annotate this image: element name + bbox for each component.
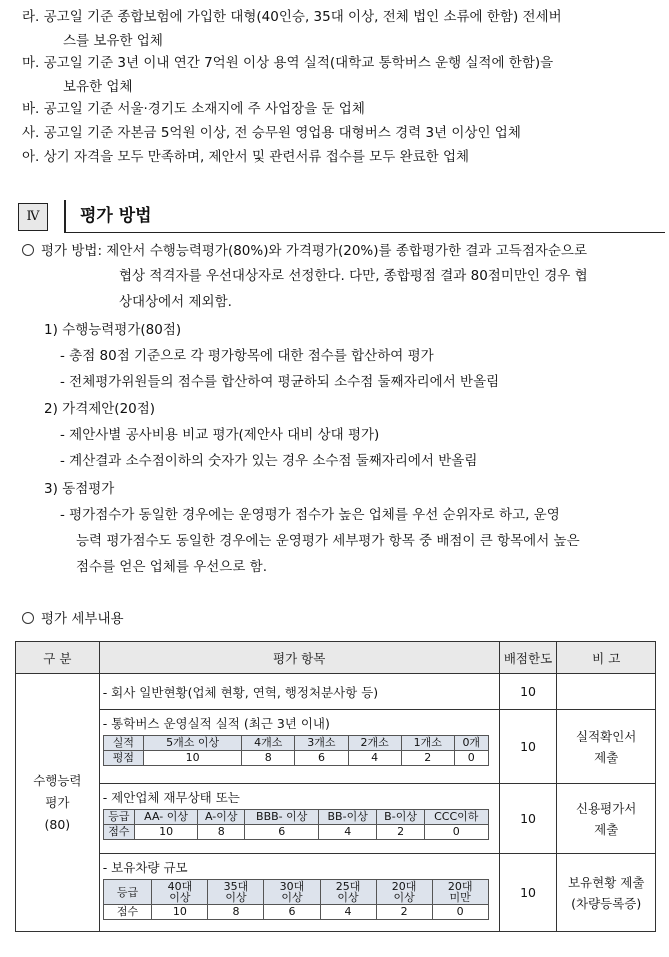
qualification-marker: 마. bbox=[22, 55, 40, 71]
subtable-cell: A-이상 bbox=[198, 810, 245, 825]
evaluation-table bbox=[15, 641, 656, 932]
subtable-cell: B-이상 bbox=[377, 810, 425, 825]
category-line-2: 평가 bbox=[45, 794, 70, 810]
criteria-1-title: 1) 수행능력평가(80점) bbox=[44, 322, 182, 338]
subtable-cell: 10 bbox=[144, 751, 242, 766]
subtable-cell: 0개 bbox=[454, 736, 488, 751]
item-cell bbox=[99, 854, 499, 932]
section-number-box: Ⅳ bbox=[18, 203, 48, 231]
credit-rating-subtable bbox=[103, 809, 489, 840]
header-items: 평가 항목 bbox=[99, 642, 499, 674]
score-cell: 10 bbox=[499, 710, 557, 784]
remark-cell bbox=[557, 854, 656, 932]
criteria-3-bullet-1-cont: 능력 평가점수도 동일한 경우에는 운영평가 세부평가 항목 중 배점이 큰 항목에서 높은 bbox=[76, 533, 580, 549]
qualification-e-continued: 보유한 업체 bbox=[63, 79, 133, 95]
criteria-2-bullet-1: - 제안사별 공사비용 비교 평가(제안사 대비 상대 평가) bbox=[60, 427, 380, 443]
head-top: 20대 bbox=[391, 880, 417, 893]
head-top: 25대 bbox=[335, 880, 361, 893]
subtable-cell: 6 bbox=[295, 751, 348, 766]
remark-line-1: 실적확인서 bbox=[576, 728, 637, 744]
subtable-head-row bbox=[103, 880, 488, 905]
remark-line-1: 신용평가서 bbox=[576, 800, 637, 816]
subtable-cell: 2개소 bbox=[348, 736, 401, 751]
head-bottom: 이상 bbox=[225, 891, 247, 904]
item-title: - 제안업체 재무상태 또는 bbox=[102, 790, 240, 805]
subtable-cell: 등급 bbox=[103, 810, 134, 825]
qualification-h bbox=[22, 147, 469, 167]
qualification-marker: 라. bbox=[22, 9, 40, 25]
remark-line-2: 제출 bbox=[594, 821, 619, 837]
method-line-3: 상대상에서 제외함. bbox=[119, 294, 232, 310]
category-line-3: (80) bbox=[44, 816, 71, 832]
subtable-cell: 0 bbox=[424, 825, 488, 840]
score-cell: 10 bbox=[499, 674, 557, 710]
vehicle-count-subtable bbox=[103, 879, 489, 920]
qualification-text: 공고일 기준 종합보험에 가입한 대형(40인승, 35대 이상, 전체 법인 소류에 한함) 전세버 bbox=[43, 9, 562, 25]
subtable-cell: 4개소 bbox=[242, 736, 295, 751]
detail-heading bbox=[22, 609, 124, 629]
item-title: - 보유차량 규모 bbox=[102, 860, 188, 875]
remark-cell bbox=[557, 784, 656, 854]
qualification-g bbox=[22, 123, 521, 143]
subtable-body-row bbox=[103, 905, 488, 920]
subtable-cell: 등급 bbox=[103, 880, 152, 905]
subtable-cell: 2 bbox=[377, 825, 425, 840]
subtable-cell: 실적 bbox=[103, 736, 143, 751]
detail-heading-text: 평가 세부내용 bbox=[41, 611, 124, 627]
qualification-text: 공고일 기준 3년 이내 연간 7억원 이상 용역 실적(대학교 통학버스 운행 실적에 한함)을 bbox=[43, 55, 554, 71]
head-bottom: 이상 bbox=[281, 891, 303, 904]
qualification-marker: 바. bbox=[22, 101, 40, 117]
section-title: 평가 방법 bbox=[80, 206, 152, 226]
subtable-cell: 평점 bbox=[103, 751, 143, 766]
head-top: 20대 bbox=[447, 880, 473, 893]
subtable-cell: 8 bbox=[242, 751, 295, 766]
qualification-d-continued: 스를 보유한 업체 bbox=[63, 33, 163, 49]
subtable-cell: 4 bbox=[319, 825, 377, 840]
subtable-cell: 점수 bbox=[103, 905, 152, 920]
subtable-cell bbox=[208, 880, 264, 905]
score-cell: 10 bbox=[499, 784, 557, 854]
subtable-cell bbox=[152, 880, 208, 905]
category-line-1: 수행능력 bbox=[33, 772, 82, 788]
qualification-text: 공고일 기준 서울·경기도 소재지에 주 사업장을 둔 업체 bbox=[43, 101, 365, 117]
subtable-cell bbox=[320, 880, 376, 905]
score-cell: 10 bbox=[499, 854, 557, 932]
criteria-1-bullet-2: - 전체평가위원들의 점수를 합산하여 평균하되 소수점 둘째자리에서 반올림 bbox=[60, 374, 500, 390]
subtable-cell: 1개소 bbox=[401, 736, 454, 751]
subtable-cell: 4 bbox=[320, 905, 376, 920]
subtable-cell: 6 bbox=[264, 905, 320, 920]
table-row bbox=[16, 854, 656, 932]
qualification-marker: 사. bbox=[22, 125, 40, 141]
header-division: 구 분 bbox=[16, 642, 100, 674]
table-row bbox=[16, 784, 656, 854]
subtable-cell: 점수 bbox=[103, 825, 134, 840]
subtable-cell: 10 bbox=[135, 825, 198, 840]
criteria-3-bullet-1: - 평가점수가 동일한 경우에는 운영평가 점수가 높은 업체를 우선 순위자로 하고, 운영 bbox=[60, 507, 560, 523]
circle-bullet-icon bbox=[22, 244, 34, 256]
header-remarks: 비 고 bbox=[557, 642, 656, 674]
subtable-cell: 0 bbox=[454, 751, 488, 766]
head-bottom: 이상 bbox=[169, 891, 191, 904]
track-record-subtable bbox=[103, 735, 489, 766]
subtable-cell: 2 bbox=[401, 751, 454, 766]
item-cell bbox=[99, 710, 499, 784]
qualification-text: 상기 자격을 모두 만족하며, 제안서 및 관련서류 접수를 모두 완료한 업체 bbox=[43, 149, 470, 165]
criteria-1-bullet-1: - 총점 80점 기준으로 각 평가항목에 대한 점수를 합산하여 평가 bbox=[60, 348, 434, 364]
item-cell bbox=[99, 784, 499, 854]
qualification-f bbox=[22, 99, 365, 119]
subtable-cell: CCC이하 bbox=[424, 810, 488, 825]
header-max-score: 배점한도 bbox=[499, 642, 557, 674]
criteria-2-title: 2) 가격제안(20점) bbox=[44, 401, 156, 417]
head-bottom: 이상 bbox=[393, 891, 415, 904]
subtable-body-row bbox=[103, 825, 488, 840]
head-bottom: 미만 bbox=[449, 891, 471, 904]
remark-line-2: (차량등록증) bbox=[571, 895, 642, 911]
qualification-text: 공고일 기준 자본금 5억원 이상, 전 승무원 영업용 대형버스 경력 3년 이상인 업체 bbox=[43, 125, 521, 141]
criteria-3-bullet-1-cont-2: 점수를 얻은 업체를 우선으로 함. bbox=[76, 559, 267, 575]
subtable-cell: 3개소 bbox=[295, 736, 348, 751]
remark-line-2: 제출 bbox=[594, 749, 619, 765]
qualification-marker: 아. bbox=[22, 149, 40, 165]
subtable-cell: 8 bbox=[208, 905, 264, 920]
subtable-cell bbox=[432, 880, 488, 905]
subtable-cell: BB-이상 bbox=[319, 810, 377, 825]
section-divider bbox=[64, 200, 66, 233]
criteria-3-title: 3) 동점평가 bbox=[44, 481, 115, 497]
circle-bullet-icon bbox=[22, 612, 34, 624]
subtable-cell: AA- 이상 bbox=[135, 810, 198, 825]
subtable-cell: 6 bbox=[245, 825, 319, 840]
method-line-2: 협상 적격자를 우선대상자로 선정한다. 다만, 종합평점 결과 80점미만인 경우 협 bbox=[119, 268, 588, 284]
subtable-cell bbox=[264, 880, 320, 905]
qualification-d bbox=[22, 7, 562, 27]
subtable-head-row bbox=[103, 810, 488, 825]
table-row bbox=[16, 710, 656, 784]
head-top: 35대 bbox=[223, 880, 249, 893]
subtable-cell: 0 bbox=[432, 905, 488, 920]
category-cell bbox=[16, 674, 100, 932]
head-top: 40대 bbox=[167, 880, 193, 893]
subtable-cell: 10 bbox=[152, 905, 208, 920]
subtable-cell: 4 bbox=[348, 751, 401, 766]
subtable-cell: 2 bbox=[376, 905, 432, 920]
subtable-cell: 5개소 이상 bbox=[144, 736, 242, 751]
subtable-head-row bbox=[103, 736, 488, 751]
qualification-e bbox=[22, 53, 553, 73]
method-paragraph bbox=[22, 241, 587, 261]
item-title: - 통학버스 운영실적 실적 (최근 3년 이내) bbox=[102, 716, 330, 731]
subtable-cell bbox=[376, 880, 432, 905]
remark-cell bbox=[557, 710, 656, 784]
remark-line-1: 보유현황 제출 bbox=[567, 874, 645, 890]
subtable-cell: 8 bbox=[198, 825, 245, 840]
method-line-1: 평가 방법: 제안서 수행능력평가(80%)와 가격평가(20%)를 종합평가한 결과 고득점자순으로 bbox=[41, 243, 588, 259]
head-top: 30대 bbox=[279, 880, 305, 893]
item-cell bbox=[99, 674, 499, 710]
remark-cell bbox=[557, 674, 656, 710]
table-header-row bbox=[16, 642, 656, 674]
criteria-2-bullet-2: - 계산결과 소수점이하의 숫자가 있는 경우 소수점 둘째자리에서 반올림 bbox=[60, 453, 478, 469]
head-bottom: 이상 bbox=[337, 891, 359, 904]
subtable-body-row bbox=[103, 751, 488, 766]
subtable-cell: BBB- 이상 bbox=[245, 810, 319, 825]
table-row bbox=[16, 674, 656, 710]
section-underline bbox=[64, 232, 665, 233]
item-title: - 회사 일반현황(업체 현황, 연혁, 행정처분사항 등) bbox=[102, 685, 379, 700]
